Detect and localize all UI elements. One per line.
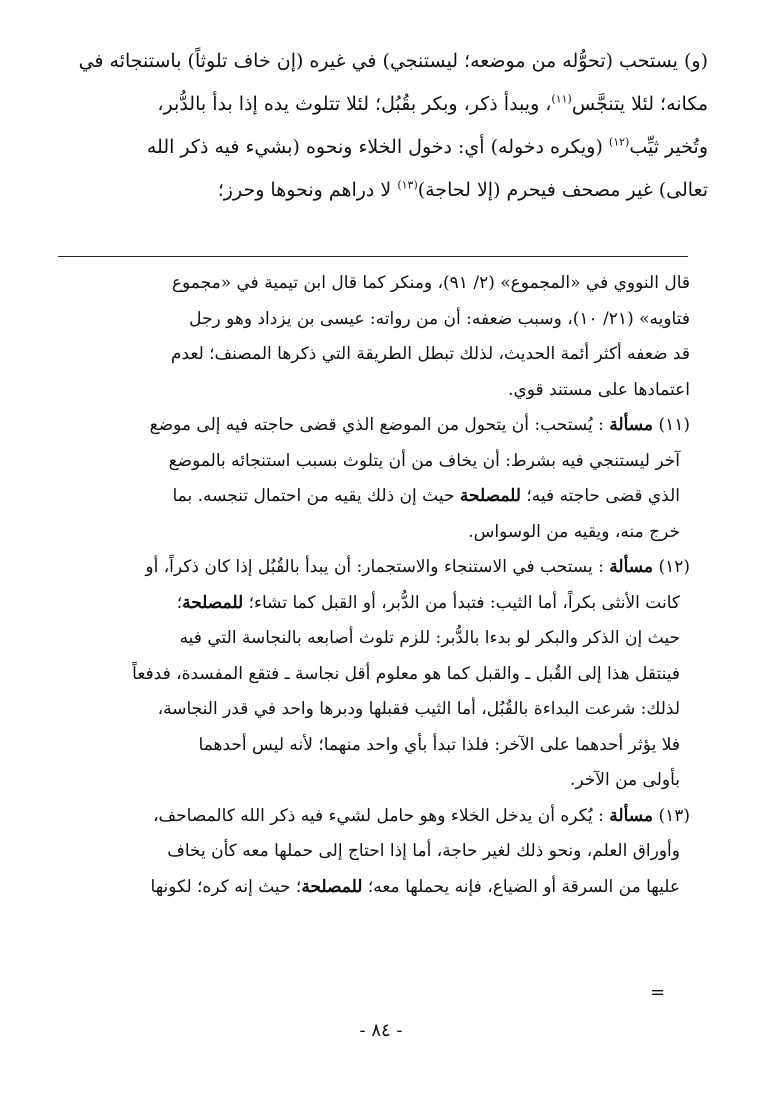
- note-text: ؛ حيث إنه كره؛ لكونها: [150, 876, 302, 897]
- note-line: قد ضعفه أكثر أئمة الحديث، لذلك تبطل الطريقة التي ذكرها المصنف؛ لعدم: [170, 344, 690, 364]
- footnote-11-first-line: [52, 408, 690, 444]
- main-paragraph: [58, 40, 708, 212]
- note-line: خرج منه، ويقيه من الوسواس.: [468, 521, 680, 542]
- note-line: اعتمادها على مستند قوي.: [508, 379, 690, 400]
- main-line-2: [58, 83, 708, 126]
- footnote-ref-13: (١٣): [397, 178, 418, 192]
- main-text-segment: (ويكره دخوله) أي: دخول الخلاء ونحوه (بشيء فيه ذكر الله: [146, 136, 609, 158]
- issue-label: مسألة: [609, 805, 654, 826]
- note-line: آخر ليستنجي فيه بشرط: أن يخاف من أن يتلوث بسبب استنجائه بالموضع: [168, 450, 680, 471]
- main-text-segment: ، ويبدأ ذكر، وبكر بقُبُل؛ لئلا تتلوث يده إذا بدأ بالدُّبر،: [157, 93, 552, 115]
- footnote-12-first-line: [52, 550, 690, 586]
- note-line: فتاويه» (٢١/ ١٠)، وسبب ضعفه: أن من رواته: عيسى بن يزداد وهو رجل: [189, 308, 690, 329]
- note-text: حيث إن ذلك يقيه من احتمال تنجسه. بما: [172, 486, 460, 506]
- note-line: فينتقل هذا إلى القُبل ـ والقبل كما هو معلوم أقل نجاسة ـ فتقع المفسدة، فدفعاً: [132, 663, 680, 684]
- note-line: وأوراق العلم، ونحو ذلك لغير حاجة، أما إذا احتاج إلى حملها معه كأن يخاف: [167, 841, 680, 861]
- main-line-4: [58, 169, 708, 212]
- note-text: عليها من السرقة أو الضياع، فإنه يحملها معه؛: [362, 876, 680, 897]
- continuation-mark: =: [650, 982, 666, 1003]
- footnote-ref-11: (١١): [551, 92, 572, 106]
- footnote-13-first-line: [52, 799, 690, 835]
- footnote-number: (١٢): [653, 557, 690, 577]
- note-text: ؛: [176, 592, 183, 613]
- footnotes-block: [52, 266, 690, 905]
- main-text-segment: مكانه؛ لئلا يتنجَّس: [571, 93, 708, 115]
- main-text-segment: تعالى) غير مصحف فيحرم (إلا لحاجة): [417, 179, 708, 201]
- note-line: حيث إن الذكر والبكر لو بدءا بالدُّبر: للزم تلوث أصابعه بالنجاسة التي فيه: [179, 628, 680, 648]
- note-text: : يُستحب: أن يتحول من الموضع الذي قضى حاجته فيه إلى موضع: [149, 415, 610, 435]
- note-line: [52, 479, 690, 515]
- footnote-separator: [58, 256, 688, 257]
- note-text: كانت الأنثى بكراً، أما الثيب: فتبدأ من الدُّبر، أو القبل كما تشاء؛: [243, 592, 680, 613]
- note-text: : يستحب في الاستنجاء والاستجمار: أن يبدأ بالقُبُل إذا كان ذكراً، أو: [145, 557, 610, 577]
- issue-label: مسألة: [609, 415, 654, 435]
- note-text: الذي قضى حاجته فيه؛: [520, 486, 680, 506]
- main-line-3: [58, 126, 708, 169]
- main-text-segment: لا دراهم ونحوها وحرز؛: [217, 179, 398, 201]
- note-line: قال النووي في «المجموع» (٢/ ٩١)، ومنكر كما قال ابن تيمية في «مجموع: [171, 273, 690, 293]
- main-line-1: (و) يستحب (تحوُّله من موضعه؛ ليستنجي) في غيره (إن خاف تلوثاً) باستنجائه في: [78, 50, 708, 72]
- footnote-ref-12: (١٢): [608, 135, 630, 149]
- note-line: فلا يؤثر أحدهما على الآخر: فلذا تبدأ بأي واحد منهما؛ لأنه ليس أحدهما: [198, 734, 680, 755]
- footnote-number: (١٣): [653, 805, 690, 826]
- maslaha-label: للمصلحة: [182, 592, 244, 613]
- note-text: : يُكره أن يدخل الخلاء وهو حامل لشيء فيه ذكر الله كالمصاحف،: [153, 805, 610, 826]
- note-line: [52, 870, 690, 906]
- note-line: بأولى من الآخر.: [569, 770, 680, 790]
- note-line: لذلك: شرعت البداءة بالقُبُل، أما الثيب فقبلها ودبرها واحد في قدر النجاسة،: [157, 699, 680, 719]
- page-number: - ٨٤ -: [359, 1020, 403, 1041]
- main-text-segment: وتُخير ثيِّب: [629, 136, 708, 158]
- issue-label: مسألة: [609, 557, 654, 577]
- footnote-number: (١١): [653, 415, 690, 435]
- note-line: [52, 586, 690, 622]
- main-text-block: [58, 40, 708, 212]
- maslaha-label: للمصلحة: [301, 876, 363, 897]
- maslaha-label: للمصلحة: [459, 486, 521, 506]
